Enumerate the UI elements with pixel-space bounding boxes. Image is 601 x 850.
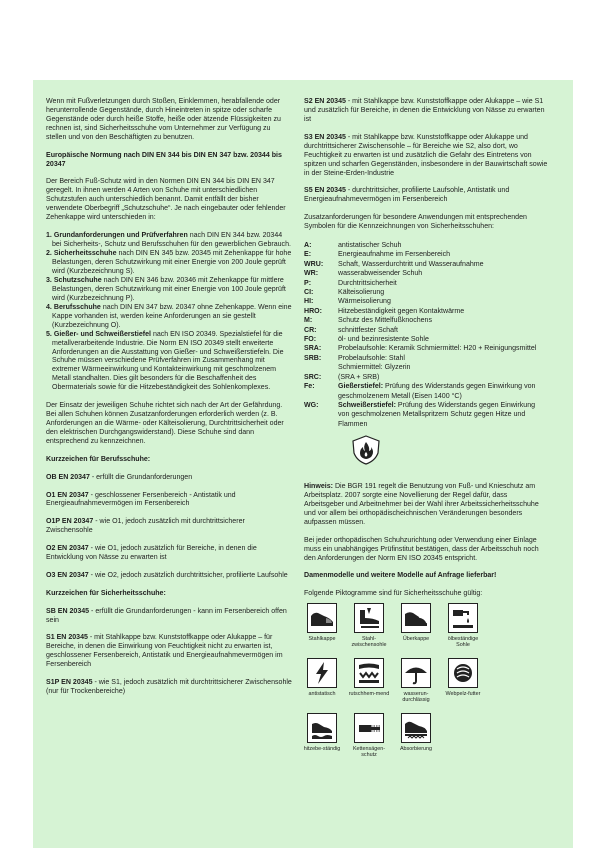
intro-paragraph: Wenn mit Fußverletzungen durch Stoßen, Einklemmen, herabfallende oder herunterrollende Gegenstände, durch Hineintreten in spitze oder scharfe Gegenstände oder durch heiße Stoffe, heiße oder ätzende Flüssigkeiten zu rechnen ist, sind Sicherheitsschuhe vom Unternehmer zur Verfügung zu stellen und von den Beschäftigten zu benutzen.: [46, 98, 281, 141]
beruf-heading: Kurzzeichen für Berufsschuhe:: [46, 455, 151, 463]
symbol-value: (SRA + SRB): [338, 373, 380, 381]
symbol-key: M:: [304, 317, 313, 325]
symbol-value: Energieaufnahme im Fersenbereich: [338, 251, 451, 259]
symbol-key: WR:: [304, 270, 319, 278]
flame-shield-icon: [351, 435, 381, 465]
right-column: [304, 98, 548, 764]
symbol-key: CI:: [304, 289, 314, 297]
symbol-value: Schutz des Mittelfußknochens: [338, 317, 433, 325]
slip-resistant-icon: [355, 659, 383, 687]
symbol-table: [304, 241, 548, 429]
symbol-value: Probelaufsohle: Keramik Schmiermittel: H20 + Reinigungsmittel: [338, 345, 537, 353]
symbol-value: antistatischer Schuh: [338, 242, 402, 249]
symbol-key: FO:: [304, 336, 317, 344]
zusatz-intro: Zusatzanforderungen für besondere Anwendungen mit entsprechenden Symbolen für die Kennzeichnungen von Sicherheitsschuhen:: [304, 214, 527, 231]
sicher-heading: Kurzzeichen für Sicherheitsschuhe:: [46, 589, 166, 597]
steel-toe-icon: [308, 604, 336, 632]
hinweis-paragraph: Hinweis: Die BGR 191 regelt die Benutzung von Fuß- und Knieschutz am Arbeitsplatz. 2007 sorgte eine Novellierung der Regel dafür, dass Arbeitsgeber und Arbeitnehmer bei der Wahl ihrer Arbeitssicherheitsschuhe und vor allem bei orthopädischeichnischen Veränderungen besonders aufpassen müssen.: [304, 483, 539, 526]
padded-collar-icon: [449, 659, 477, 687]
code-entry: S1P EN 20345 - wie S1, jedoch zusätzlich mit durchtrittsicherer Zwischensohle (nur für Trockenbereiche): [46, 679, 292, 696]
list-item: 2. Sicherheitsschuhe nach DIN EN 345 bzw. 20345 mit Zehenkappe für hohe Belastungen, deren Schutzwirkung mit einer Energie von 200 Joule geprüft wird (Kurzbezeichnung S).: [46, 250, 292, 275]
pictogram: Absorbierung: [398, 713, 434, 764]
code-entry: O1 EN 20347 - geschlossener Fersenbereich - Antistatik und Energieaufnahmevermögen im Fersenbereich: [46, 491, 236, 508]
symbol-value: Durchtrittsicherheit: [338, 279, 397, 287]
symbol-value: Hitzebeständigkeit gegen Kontaktwärme: [338, 307, 465, 315]
pictogram: [492, 603, 528, 654]
norm-list: [46, 232, 292, 393]
symbol-value: schnittfester Schaft: [338, 326, 398, 334]
code-entry: S3 EN 20345 - mit Stahlkappe bzw. Kunststoffkappe oder Alukappe und durchtrittsicherer Zwischensohle – für Bereiche wie S2, also dort, wo Feuchtigkeit zu erwarten ist und zusätzlich die Gefahr des Eintretens von spitzen und scharfen Gegenständen, insbesondere in der Bauwirtschaft sowie in der Steine-Erden-Industrie: [304, 133, 548, 177]
list-item: 5. Gießer- und Schweißerstiefel nach EN ISO 20349. Spezialstiefel für die metallverarbeitende Industrie. Die Norm EN ISO 20349 stellt erweiterte Anforderungen an die Ausstattung von Gießer- und Schweißerstiefeln. Die Schuhe müssen verschiedene Prüfverfahren im Zusammenhang mit extremer Wärmeeinwirkung und Kontakteinwirkung mit geschmolzenem Metall standhalten. Dies gilt besonders für die Beschaffenheit des Obermaterials sowie für die Hitzebeständigkeit des Sohlenkomplexes.: [46, 330, 284, 392]
symbol-key: CR:: [304, 326, 317, 334]
pictogram: rutschhem-mend: [351, 658, 387, 709]
pictogram: antistatisch: [304, 658, 340, 709]
waterproof-icon: [402, 659, 430, 687]
code-entry: O3 EN 20347 - wie O2, jedoch zusätzlich durchtrittsicher, profilierte Laufsohle: [46, 571, 288, 579]
list-item: 1. Grundanforderungen und Prüfverfahren nach DIN EN 344 bzw. 20344 bei Sicherheits-, Schutz und Berufsschuhen für den gewerblichen Gebrauch.: [46, 232, 291, 249]
code-entry: OB EN 20347 - erfüllt die Grundanforderungen: [46, 473, 193, 481]
heat-resistant-icon: [308, 714, 336, 742]
symbol-key: SRC:: [304, 373, 322, 381]
chainsaw-icon: [355, 714, 383, 742]
damen-note: Damenmodelle und weitere Modelle auf Anfrage lieferbar!: [304, 572, 497, 580]
pictogram: Webpelz-futter: [445, 658, 481, 709]
symbol-key: Fe:: [304, 383, 315, 391]
symbol-key: [304, 363, 338, 372]
overcap-icon: [402, 604, 430, 632]
symbol-key: HRO:: [304, 307, 323, 315]
oil-resistant-icon: [449, 604, 477, 632]
symbol-key: SRA:: [304, 345, 322, 353]
pictogram: Überkappe: [398, 603, 434, 654]
symbol-key: A:: [304, 242, 312, 249]
code-entry: O2 EN 20347 - wie O1, jedoch zusätzlich für Bereiche, in denen die Entwicklung von Nässe zu erwarten ist: [46, 545, 257, 562]
symbol-key: WRU:: [304, 260, 324, 268]
symbol-key: SRB:: [304, 354, 322, 362]
code-entry: S5 EN 20345 - durchtrittsicher, profilierte Laufsohle, Antistatik und Energieaufnahmevermögen im Fersenbereich: [304, 187, 510, 204]
symbol-value: Schweißerstiefel: Prüfung des Widerstands gegen Einwirkung von geschmolzenen Metallspritzern Schutz gegen Hitze und Flammen: [338, 401, 536, 428]
norm-paragraph: Der Bereich Fuß-Schutz wird in den Normen DIN EN 344 bis DIN EN 347 geregelt. In ihnen werden 4 Arten von Schuhe mit unterschiedlichen Schutzstufen auch unterschiedlich benannt. Damit entfällt der bisher verwendete Oberbegriff „Schutzschuhe“. Je nach eingebauter oder fehlender Zehenkappe wird unterschieden in:: [46, 178, 286, 222]
pictogram: Kettensägen-schutz: [351, 713, 387, 764]
pictogram: [492, 658, 528, 709]
symbol-key: E:: [304, 251, 312, 259]
einsatz-paragraph: Der Einsatz der jeweiligen Schuhe richtet sich nach der Art der Gefährdung. Bei allen Schuhen können Zusatzanforderungen erforderlich werden (z. B. Anforderungen an die Wärme- oder Kälteisolierung, Durchtrittsicherheit oder den elektrischen Durchgangswiderstand). Diese Schuhe sind dann entsprechend zu kennzeichnen.: [46, 402, 284, 445]
pictogram: Stahlkappe: [304, 603, 340, 654]
code-entry: S2 EN 20345 - mit Stahlkappe bzw. Kunststoffkappe oder Alukappe – wie S1 und zusätzlich für Bereiche, in denen die Entwicklung von Nässe zu erwarten ist: [304, 98, 545, 123]
symbol-value: Kälteisolierung: [338, 289, 385, 297]
shock-absorption-icon: [402, 714, 430, 742]
pictogram-grid: [304, 603, 548, 764]
pikto-intro: Folgende Piktogramme sind für Sicherheitsschuhe gültig:: [304, 590, 483, 598]
code-entry: S1 EN 20345 - mit Stahlkappe bzw. Kunststoffkappe oder Alukappe – für Bereiche, in denen die Einwirkung von Feuchtigkeit nicht zu erwarten ist, geschlossener Fersenbereich, Antistatik und Energieaufnahmevermögen im Fersenbereich: [46, 634, 283, 669]
symbol-value: öl- und bezinresistente Sohle: [338, 336, 429, 344]
pictogram: wasserun-durchlässig: [398, 658, 434, 709]
symbol-key: HI:: [304, 298, 314, 306]
symbol-key: WG:: [304, 401, 319, 409]
code-entry: SB EN 20345 - erfüllt die Grundanforderungen - kann im Fersenbereich offen sein: [46, 607, 287, 624]
symbol-value: Probelaufsohle: Stahl: [338, 354, 405, 362]
symbol-value: wasserabweisender Schuh: [338, 270, 423, 278]
list-item: 3. Schutzschuhe nach DIN EN 346 bzw. 20346 mit Zehenkappe für mittlere Belastungen, deren Schutzwirkung mit einer Energie von 100 Joule geprüft wird (Kurzbezeichnung P).: [46, 276, 286, 302]
pictogram: Stahl-zwischensohle: [351, 603, 387, 654]
list-item: 4. Berufsschuhe nach DIN EN 347 bzw. 20347 ohne Zehenkappe. Wenn eine Kappe vorhanden ist, werden keine Anforderungen an sie gestellt (Kurzbezeichnung O).: [46, 303, 292, 329]
symbol-value: Schmiermittel: Glyzerin: [338, 364, 411, 372]
symbol-value: Gießerstiefel: Prüfung des Widerstands gegen Einwirkung von geschmolzenem Metall (Eisen 1400 °C): [338, 383, 536, 400]
norm-heading: Europäische Normung nach DIN EN 344 bis DIN EN 347 bzw. 20344 bis 20347: [46, 151, 282, 168]
antistatic-icon: [308, 659, 336, 687]
ortho-paragraph: Bei jeder orthopädischen Schuhzurichtung oder Verwendung einer Einlage muss ein unabhängiges Prüfinstitut bestätigen, dass der Arbeitsschuh noch den Anforderungen der Norm EN ISO 20345 entspricht.: [304, 536, 539, 562]
symbol-value: Wärmeisolierung: [338, 298, 391, 306]
pictogram: ölbeständige Sohle: [445, 603, 481, 654]
left-column: [46, 98, 292, 706]
symbol-key: P:: [304, 279, 312, 287]
symbol-value: Schaft, Wasserdurchtritt und Wasseraufnahme: [338, 260, 484, 268]
steel-midsole-icon: [355, 604, 383, 632]
pictogram: hitzebe-ständig: [304, 713, 340, 764]
code-entry: O1P EN 20347 - wie O1, jedoch zusätzlich mit durchtrittsicherer Zwischensohle: [46, 518, 245, 535]
